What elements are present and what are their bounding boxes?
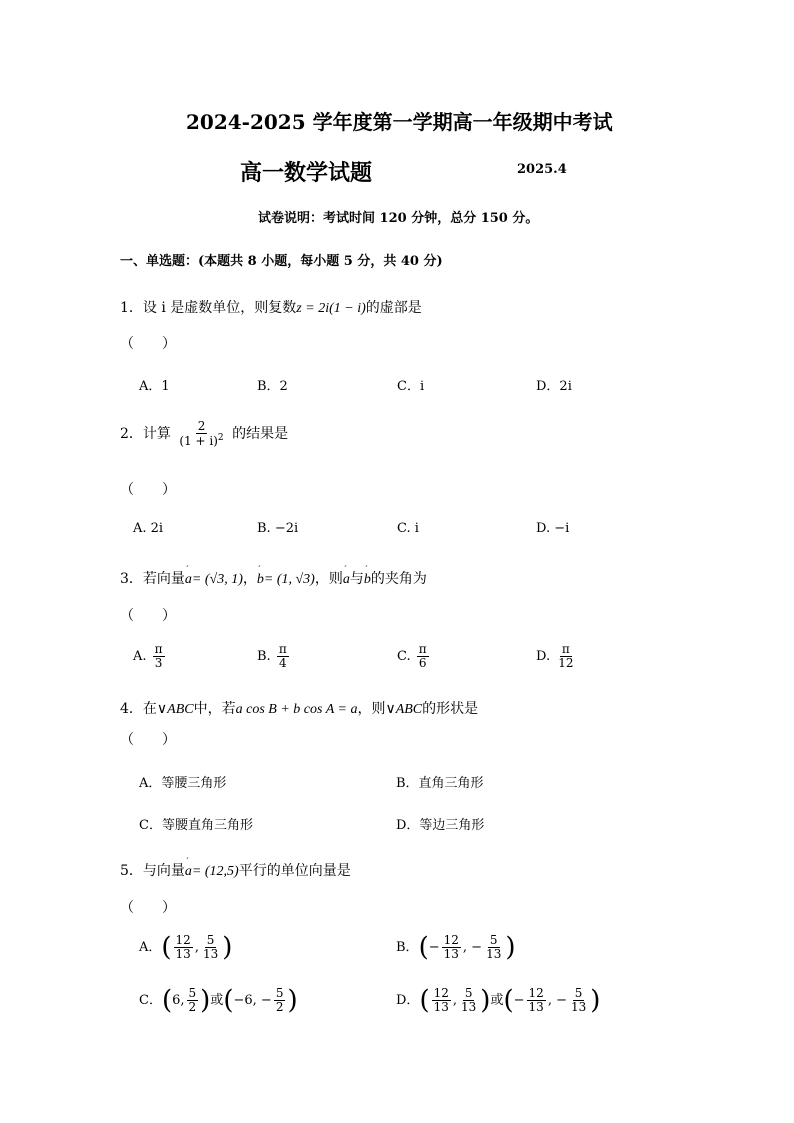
- q5-b-num2: 5: [489, 933, 498, 947]
- q5-option-c: C．(6, $\frac{5}{2}$ )或(−6, − $\frac{5}{2}$ ): [139, 985, 298, 1016]
- q3-answer-paren: （ ）: [120, 608, 176, 624]
- q2-option-b: B. −2i: [257, 521, 299, 536]
- q5-d-num3: 12: [528, 986, 544, 1000]
- q3-option-d: [536, 643, 578, 670]
- q3-vector-b-ref: ´ b: [364, 572, 371, 588]
- q2-suffix: 的结果是: [232, 426, 289, 443]
- q5-expression: = (12,5): [191, 864, 239, 879]
- q5-d-den1: 13: [433, 1000, 449, 1015]
- q5-c-den1: 2: [188, 1000, 197, 1015]
- q2-frac-numerator: 2: [197, 419, 206, 433]
- question-1: [120, 297, 422, 317]
- q5-d-den4: 13: [570, 1000, 587, 1015]
- q2-option-c: C. i: [397, 521, 419, 536]
- q4-answer-paren: （ ）: [120, 732, 176, 748]
- q1-answer-paren: （ ）: [120, 336, 176, 352]
- q1-suffix: 的虚部是: [365, 300, 422, 316]
- q3-a-value: = (√3, 1): [191, 572, 243, 587]
- q5-a-num1: 12: [175, 933, 191, 947]
- q3-option-b: [257, 643, 291, 670]
- q4-triangle: ∨ABC: [156, 702, 194, 717]
- exam-subtitle: 高一数学试题: [240, 160, 373, 186]
- q3-mid: ，则: [314, 571, 343, 587]
- q5-c-six: 6,: [172, 993, 185, 1009]
- q5-d-num4: 5: [574, 986, 583, 1000]
- q3-comma: ，: [242, 571, 257, 587]
- q5-option-b-label: B．: [396, 940, 419, 956]
- q5-b-den1: 13: [443, 947, 459, 962]
- q3-option-c-den: 6: [418, 656, 427, 671]
- q5-b-num1: 12: [443, 933, 459, 947]
- q5-d-num1: 12: [433, 986, 449, 1000]
- q5-a-comma: ,: [194, 940, 199, 956]
- q3-b-value: = (1, √3): [263, 572, 315, 587]
- q4-prefix: 4．在: [120, 701, 157, 717]
- q1-prefix: 1．设 i 是虚数单位，则复数: [120, 300, 297, 316]
- q4-option-c: C．等腰直角三角形: [139, 818, 253, 833]
- exam-title: 2024-2025 学年度第一学期高一年级期中考试: [186, 110, 613, 134]
- q5-option-b: B．(− $\frac{12}{13}$ , − $\frac{5}{13}$ ): [396, 932, 516, 963]
- q2-fraction: [177, 420, 225, 448]
- q5-d-comma2: , −: [547, 993, 567, 1009]
- q5-option-a: A．( $\frac{12}{13}$ , $\frac{5}{13}$ ): [139, 932, 233, 963]
- q3-option-c: [397, 643, 431, 670]
- exam-note: 试卷说明：考试时间 120 分钟，总分 150 分。: [258, 211, 539, 226]
- q3-option-d-num: π: [561, 642, 570, 656]
- q5-d-comma1: ,: [452, 993, 458, 1009]
- q5-a-den2: 13: [202, 947, 219, 962]
- q4-triangle-ref: ∨ABC: [385, 702, 423, 717]
- q4-expression: a cos B + b cos A = a: [235, 702, 358, 717]
- q2-answer-paren: （ ）: [120, 482, 176, 498]
- q1-expression: z = 2i(1 − i): [296, 301, 366, 316]
- q2-option-a: A. 2i: [133, 521, 164, 536]
- q3-option-a: [133, 643, 167, 670]
- q3-vector-a: ´ a: [185, 572, 192, 588]
- q3-vector-a-ref: ´ a: [343, 572, 350, 588]
- q2-option-d: D. −i: [536, 521, 570, 536]
- q5-b-den2: 13: [486, 947, 502, 962]
- q3-option-b-den: 4: [278, 656, 287, 671]
- q5-c-den2: 2: [275, 1000, 284, 1015]
- question-3: [120, 568, 427, 588]
- q3-prefix: 3．若向量: [120, 571, 185, 587]
- q4-mid: 中，若: [193, 701, 236, 717]
- q3-option-b-num: π: [278, 642, 287, 656]
- q5-vector-a: ´ a: [185, 864, 192, 880]
- q3-mid2: 与: [349, 571, 364, 587]
- q1-option-c: C．i: [397, 379, 425, 394]
- q5-option-d-label: D．: [396, 993, 420, 1009]
- q5-option-a-label: A．: [139, 940, 162, 956]
- q5-b-comma: , −: [462, 940, 483, 956]
- q5-b-neg: −: [428, 940, 440, 956]
- q5-answer-paren: （ ）: [120, 900, 176, 916]
- q3-option-b-label: B.: [257, 649, 271, 665]
- q4-option-b: B．直角三角形: [396, 776, 484, 791]
- q5-option-c-label: C．: [139, 993, 162, 1009]
- q5-c-negsix: −6, −: [233, 993, 272, 1009]
- q3-vector-b: ´ b: [257, 572, 264, 588]
- exam-date: 2025.4: [517, 162, 567, 177]
- q3-option-d-label: D.: [536, 649, 551, 665]
- q5-a-den1: 13: [175, 947, 191, 962]
- question-5: [120, 860, 351, 880]
- q5-c-num2: 5: [275, 986, 284, 1000]
- q3-option-d-den: 12: [558, 656, 574, 671]
- section-heading: 一、单选题：(本题共 8 小题，每小题 5 分，共 40 分): [120, 254, 443, 269]
- q3-option-a-num: π: [154, 642, 163, 656]
- q1-option-b: B．2: [257, 379, 288, 394]
- q4-option-a: A．等腰三角形: [139, 776, 227, 791]
- q5-d-num2: 5: [464, 986, 473, 1000]
- q5-suffix: 平行的单位向量是: [238, 863, 351, 879]
- q5-c-or: 或: [210, 993, 224, 1009]
- q5-d-or: 或: [490, 993, 504, 1009]
- q3-option-c-label: C.: [397, 649, 411, 665]
- q3-suffix: 的夹角为: [370, 571, 427, 587]
- q4-suffix: 的形状是: [422, 701, 479, 717]
- question-2: [120, 420, 288, 448]
- q5-a-num2: 5: [206, 933, 215, 947]
- q1-option-d: D．2i: [536, 379, 572, 394]
- q4-mid2: ，则: [357, 701, 386, 717]
- q5-d-neg: −: [513, 993, 525, 1009]
- q2-frac-denominator: $(1 + i)^2$: [179, 433, 224, 449]
- q3-option-a-den: 3: [154, 656, 163, 671]
- q5-d-den2: 13: [461, 1000, 477, 1015]
- q5-prefix: 5．与向量: [120, 863, 185, 879]
- q5-d-den3: 13: [528, 1000, 544, 1015]
- q3-option-c-num: π: [418, 642, 427, 656]
- question-4: [120, 698, 478, 718]
- q5-c-num1: 5: [188, 986, 197, 1000]
- q5-option-d: D．( $\frac{12}{13}$ , $\frac{5}{13}$ )或(− $\frac{12}{13}$ , − $\frac{5}{13}$ ): [396, 985, 601, 1016]
- q2-prefix: 2．计算: [120, 426, 171, 443]
- q1-option-a: A．1: [139, 379, 170, 394]
- q4-option-d: D．等边三角形: [396, 818, 485, 833]
- q3-option-a-label: A.: [133, 649, 147, 665]
